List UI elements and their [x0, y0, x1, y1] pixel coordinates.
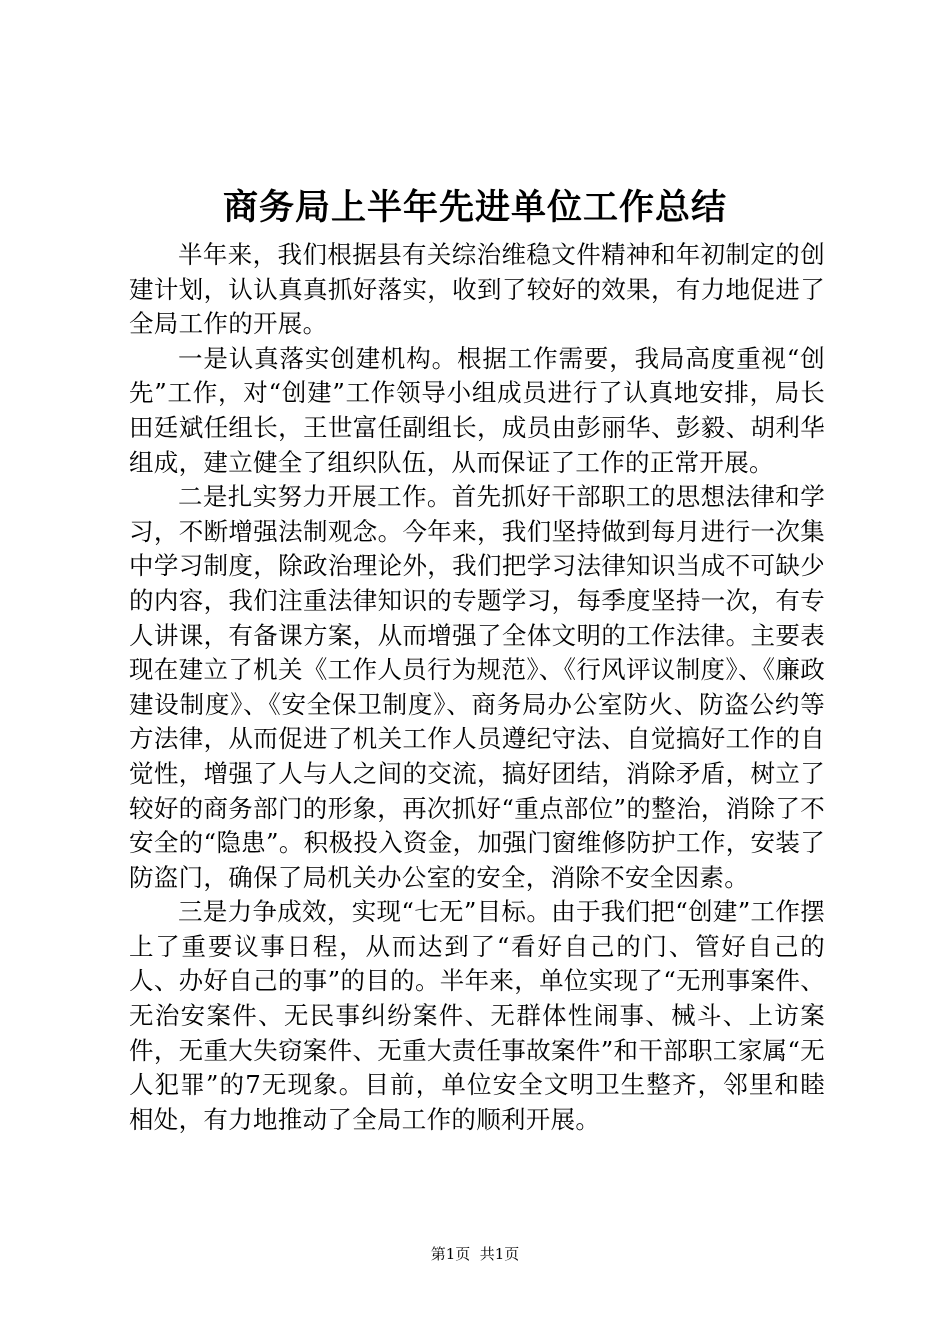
paragraph-intro: 半年来，我们根据县有关综治维稳文件精神和年初制定的创建计划，认认真真抓好落实，收到了较好的效果，有力地促进了全局工作的开展。 [129, 240, 825, 339]
document-title: 商务局上半年先进单位工作总结 [222, 187, 727, 228]
document-body [129, 238, 825, 1137]
page-footer [0, 1242, 950, 1266]
paragraph-point-3: 三是力争成效，实现“七无”目标。由于我们把“创建”工作摆上了重要议事日程，从而达到了“看好自己的门、管好自己的人、办好自己的事”的目的。半年来，单位实现了“无刑事案件、无治安案件、无民事纠纷案件、无群体性闹事、械斗、上访案件，无重大失窃案件、无重大责任事故案件”和干部职工家属“无人犯罪”的7无现象。目前，单位安全文明卫生整齐，邻里和睦相处，有力地推动了全局工作的顺利开展。 [129, 897, 825, 1134]
paragraph-point-1: 一是认真落实创建机构。根据工作需要，我局高度重视“创先”工作，对“创建”工作领导小组成员进行了认真地安排，局长田廷斌任组长，王世富任副组长，成员由彭丽华、彭毅、胡利华组成，建立健全了组织队伍，从而保证了工作的正常开展。 [129, 343, 825, 477]
page-number: 第1页 共1页 [430, 1245, 520, 1263]
paragraph-point-2: 二是扎实努力开展工作。首先抓好干部职工的思想法律和学习，不断增强法制观念。今年来，我们坚持做到每月进行一次集中学习制度，除政治理论外，我们把学习法律知识当成不可缺少的内容，我们注重法律知识的专题学习，每季度坚持一次，有专人讲课，有备课方案，从而增强了全体文明的工作法律。主要表现在建立了机关《工作人员行为规范》、《行风评议制度》、《廉政建设制度》、《安全保卫制度》、商务局办公室防火、防盗公约等方法律，从而促进了机关工作人员遵纪守法、自觉搞好工作的自觉性，增强了人与人之间的交流，搞好团结，消除矛盾，树立了较好的商务部门的形象，再次抓好“重点部位”的整治，消除了不安全的“隐患”。积极投入资金，加强门窗维修防护工作，安装了防盗门，确保了局机关办公室的安全，消除不安全因素。 [129, 482, 825, 892]
